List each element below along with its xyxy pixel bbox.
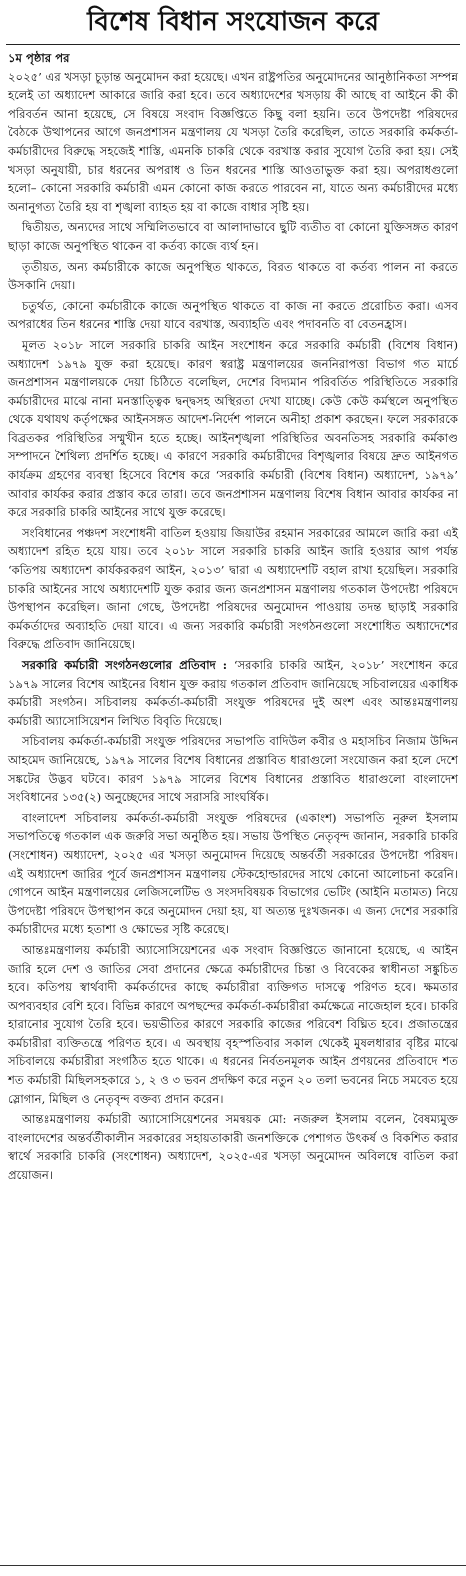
article-body [0,45,466,1185]
body-paragraph: আন্তঃমন্ত্রণালয় কর্মচারী অ্যাসোসিয়েশনের সমন্বয়ক মো: নজরুল ইসলাম বলেন, বৈষম্যমুক্ত বাংলাদেশের অন্তর্বর্তীকালীন সরকারের সহায়তাকারী জনশক্তিকে পেশাগত উৎকর্ষ ও বিকশিত করার স্বার্থে সরকারি চাকরি (সংশোধন) অধ্যাদেশ, ২০২৫-এর খসড়া অনুমোদন অবিলম্বে বাতিল করা প্রয়োজন। [8,1112,458,1183]
protest-subheading: সরকারি কর্মচারী সংগঠনগুলোর প্রতিবাদ : [22,658,228,672]
continued-from-label: ১ম পৃষ্ঠার পর [8,51,70,65]
body-paragraph: সংবিধানের পঞ্চদশ সংশোধনী বাতিল হওয়ায় জিয়াউর রহমান সরকারের আমলে জারি করা এই অধ্যাদেশ রহিত হয়ে যায়। তবে ২০১৮ সালে সরকারি চাকরি আইন জারি হওয়ার আগ পর্যন্ত ‘কতিপয় অধ্যাদেশ কার্যকরকরণ আইন, ২০১৩’ দ্বারা এ অধ্যাদেশটি বহাল রাখা হয়েছিল। সরকারি চাকরি আইনের সাথে অধ্যাদেশটি যুক্ত করার জন্য জনপ্রশাসন মন্ত্রণালয় গতকাল উপদেষ্টা পরিষদে উপস্থাপন করেছিল। জানা গেছে, উপদেষ্টা পরিষদের অনুমোদন পাওয়ায় তদন্ত ছাড়াই সরকারি কর্মকর্তাদের অব্যাহতি দেয়া যাবে। এ জন্য সরকারি কর্মচারী সংগঠনগুলো সংশোধিত অধ্যাদেশের বিরুদ্ধে প্রতিবাদ জানিয়েছে। [8,525,458,652]
body-paragraph: মূলত ২০১৮ সালে সরকারি চাকরি আইন সংশোধন করে সরকারি কর্মচারী (বিশেষ বিধান) অধ্যাদেশ ১৯৭৯ যুক্ত করা হয়েছে। কারণ স্বরাষ্ট্র মন্ত্রণালয়ের জননিরাপত্তা বিভাগ গত মার্চে জনপ্রশাসন মন্ত্রণালয়কে দেয়া চিঠিতে বলেছিল, দেশের বিদ্যমান পরিবর্তিত পরিস্থিতিতে সরকারি কর্মচারীদের মাঝে নানা মনস্তাত্ত্বিক দ্বন্দ্বসহ অস্থিরতা দেখা যাচ্ছে। কেউ কেউ কর্মস্থলে অনুপস্থিত থেকে যথাযথ কর্তৃপক্ষের আইনসঙ্গত আদেশ-নির্দেশ পালনে অনীহা প্রকাশ করছেন। ফলে সরকারকে বিব্রতকর পরিস্থিতির সম্মুখীন হতে হচ্ছে। আইনশৃঙ্খলা পরিস্থিতির অবনতিসহ সরকারি কর্মকাণ্ড সম্পাদনে শৈথিল্য প্রদর্শিত হচ্ছে। এ কারণে সরকারি কর্মচারীদের বিশৃঙ্খলার বিষয়ে দ্রুত আইনগত কার্যক্রম গ্রহণের ব্যবস্থা হিসেবে বিশেষ করে ‘সরকারি কর্মচারী (বিশেষ বিধান) অধ্যাদেশ, ১৯৭৯’ আবার কার্যকর করার প্রস্তাব করে তারা। তবে জনপ্রশাসন মন্ত্রণালয় বিশেষ বিধান আবার কার্যকর না করে সরকারি চাকরি আইনের সাথে যুক্ত করেছে। [8,337,458,520]
body-paragraph: চতুর্থত, কোনো কর্মচারীকে কাজে অনুপস্থিত থাকতে বা কাজ না করতে প্ররোচিত করা। এসব অপরাধের তিন ধরনের শাস্তি দেয়া যাবে বরখাস্ত, অব্যাহতি এবং পদাবনতি বা বেতনহ্রাস। [8,298,458,332]
body-paragraph: বাংলাদেশ সচিবালয় কর্মকর্তা-কর্মচারী সংযুক্ত পরিষদের (একাংশ) সভাপতি নূরুল ইসলাম সভাপতিত্বে গতকাল এক জরুরি সভা অনুষ্ঠিত হয়। সভায় উপস্থিত নেতৃবৃন্দ জানান, সরকারি চাকরি (সংশোধন) অধ্যাদেশ, ২০২৫ এর খসড়া অনুমোদন দিয়েছে অন্তর্বর্তী সরকারের উপদেষ্টা পরিষদ। এই অধ্যাদেশ জারির পূর্বে জনপ্রশাসন মন্ত্রণালয় স্টেকহোল্ডারদের সাথে কোনো আলোচনা করেনি। গোপনে আইন মন্ত্রণালয়ের লেজিসলেটিভ ও সংসদবিষয়ক বিভাগের ভেটিং (আইনি মতামত) নিয়ে উপদেষ্টা পরিষদে উপস্থাপন করে অনুমোদন দেয়া হয়, যা অত্যন্ত দুঃখজনক। এ জন্য দেশের সরকারি কর্মচারীদের মধ্যে হতাশা ও ক্ষোভের সৃষ্টি করেছে। [8,810,458,937]
page-bottom-divider [0,1565,466,1576]
news-article [0,4,466,1185]
body-paragraph: তৃতীয়ত, অন্য কর্মচারীকে কাজে অনুপস্থিত থাকতে, বিরত থাকতে বা কর্তব্য পালন না করতে উসকানি দেয়া। [8,259,458,293]
protest-paragraph [8,656,458,730]
protest-lead-text: ‘সরকারি চাকরি আইন, ২০১৮’ সংশোধন করে ১৯৭৯ সালের বিশেষ আইনের বিধান যুক্ত করায় গতকাল প্রতিবাদ জানিয়েছে সচিবালয়ের একাধিক কর্মচারী সংগঠন। সচিবালয় কর্মকর্তা-কর্মচারী সংযুক্ত পরিষদের দুই অংশ এবং আন্তঃমন্ত্রণালয় কর্মচারী অ্যাসোসিয়েশন লিখিত বিবৃতি দিয়েছে। [8,658,458,728]
article-headline: বিশেষ বিধান সংযোজন করে [6,4,460,45]
body-paragraph: দ্বিতীয়ত, অন্যদের সাথে সম্মিলিতভাবে বা আলাদাভাবে ছুটি ব্যতীত বা কোনো যুক্তিসঙ্গত কারণ ছাড়া কাজে অনুপস্থিত থাকেন বা কর্তব্য কাজে ব্যর্থ হন। [8,220,458,253]
body-paragraph: আন্তঃমন্ত্রণালয় কর্মচারী অ্যাসোসিয়েশনের এক সংবাদ বিজ্ঞপ্তিতে জানানো হয়েছে, এ আইন জারি হলে দেশ ও জাতির সেবা প্রদানের ক্ষেত্রে কর্মচারীদের চিন্তা ও বিবেকের স্বাধীনতা সঙ্কুচিত হবে। কতিপয় স্বার্থবাদী কর্মকর্তাদের কাছে কর্মচারীরা ব্যক্তিগত দাসত্বে পরিণত হবে। ক্ষমতার অপব্যবহার বেশি হবে। বিভিন্ন কারণে অপছন্দের কর্মকর্তা-কর্মচারীরা কর্মক্ষেত্রে নাজেহাল হবে। চাকরি হারানোর সুযোগ তৈরি হবে। ভয়ভীতির কারণে সরকারি কাজের পরিবেশ বিঘ্নিত হবে। প্রজাতন্ত্রের কর্মচারীরা ব্যক্তিতন্ত্রে পরিণত হবে। এ অবস্থায় বৃহস্পতিবার সকাল থেকেই মুষলধারার বৃষ্টির মাঝে সচিবালয়ে কর্মচারীরা সংগঠিত হতে থাকে। এ ধরনের নির্বতনমূলক আইন প্রণয়নের প্রতিবাদে শত শত কর্মচারী মিছিলসহকারে ১, ২ ও ৩ ভবন প্রদক্ষিণ করে নতুন ২০ তলা ভবনের নিচে সমবেত হয়ে স্লোগান, মিছিল ও নেতৃবৃন্দ বক্তব্য প্রদান করেন। [8,942,458,1106]
body-paragraph: ২০২৫’ এর খসড়া চূড়ান্ত অনুমোদন করা হয়েছে। এখন রাষ্ট্রপতির অনুমোদনের আনুষ্ঠানিকতা সম্পন্ন হলেই তা অধ্যাদেশ আকারে জারি করা হবে। তবে অধ্যাদেশের খসড়ায় কী আছে বা আইনে কী কী পরিবর্তন আনা হয়েছে, সে বিষয়ে সংবাদ বিজ্ঞপ্তিতে কিছু বলা হয়নি। তবে উপদেষ্টা পরিষদের বৈঠকে উত্থাপনের আগে জনপ্রশাসন মন্ত্রণালয় যে খসড়া তৈরি করেছিল, তাতে সরকারি কর্মকর্তা-কর্মচারীদের বিরুদ্ধে সহজেই শাস্তি, এমনকি চাকরি থেকে বরখাস্ত করার সুযোগ তৈরি করা হয়। সেই খসড়া অনুযায়ী, চার ধরনের অপরাধ ও তিন ধরনের শাস্তি আওতাভুক্ত করা হয়। অপরাধগুলো হলো– কোনো সরকারি কর্মচারী এমন কোনো কাজ করতে পারবেন না, যাতে অন্য কর্মচারীদের মধ্যে অনানুগত্য তৈরি হয় বা শৃঙ্খলা ব্যাহত হয় বা কাজে বাধার সৃষ্টি হয়। [8,69,458,214]
body-paragraph: সচিবালয় কর্মকর্তা-কর্মচারী সংযুক্ত পরিষদের সভাপতি বাদিউল কবীর ও মহাসচিব নিজাম উদ্দিন আহমেদ জানিয়েছে, ১৯৭৯ সালের বিশেষ বিধানের প্রস্তাবিত ধারাগুলো সংযোজন করা হলে দেশে সঙ্কটের উদ্ভব ঘটবে। কারণ ১৯৭৯ সালের বিশেষ বিধানের প্রস্তাবিত ধারাগুলো বাংলাদেশ সংবিধানের ১৩৫(২) অনুচ্ছেদের সাথে সরাসরি সাংঘর্ষিক। [8,734,458,805]
